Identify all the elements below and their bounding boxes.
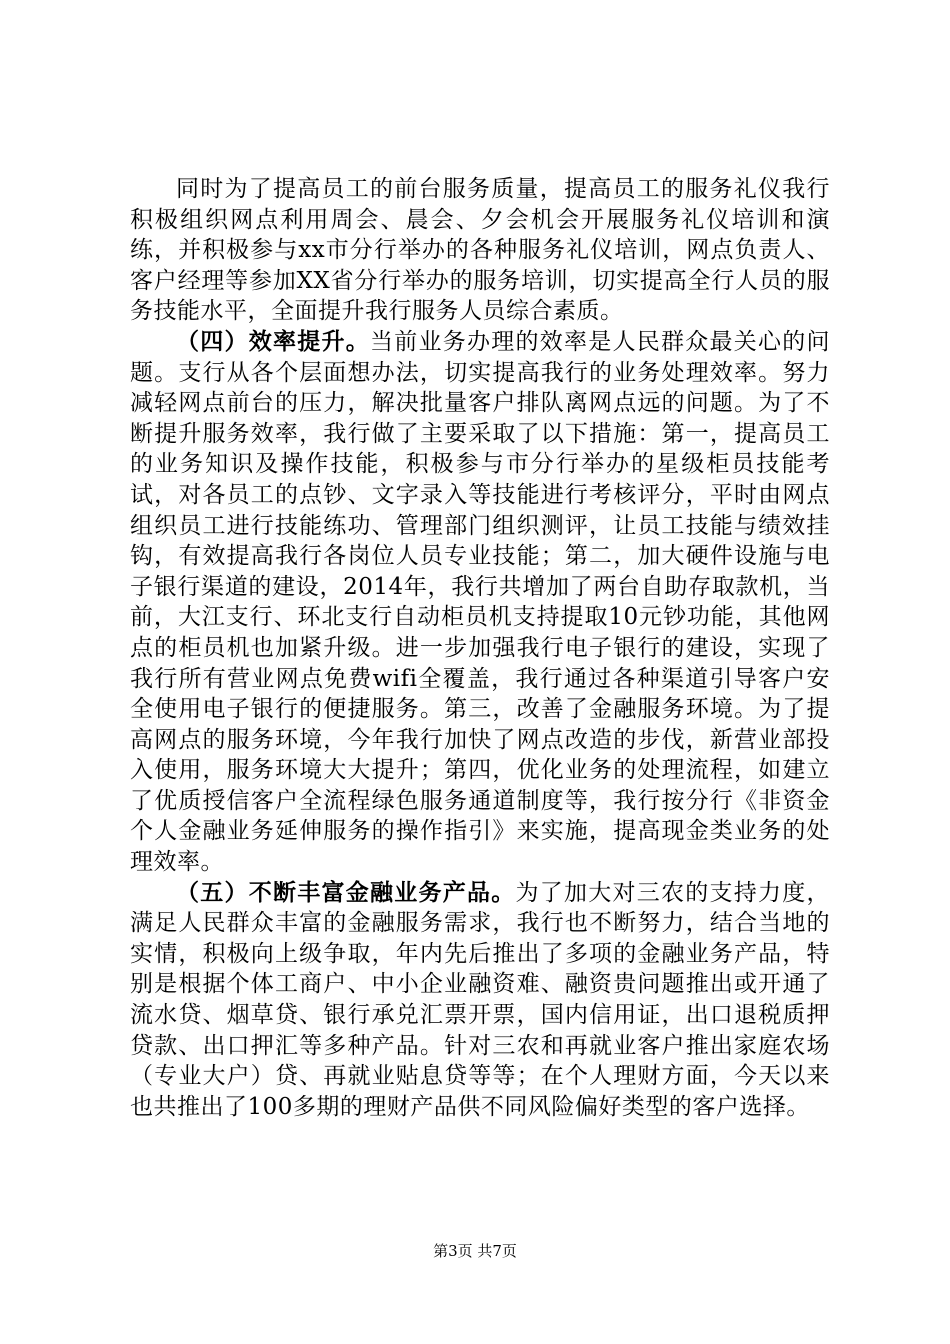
section-heading-efficiency: （四）效率提升。 xyxy=(176,328,370,355)
paragraph-text: 为了加大对三农的支持力度，满足人民群众丰富的金融服务需求，我行也不断努力，结合当地的实情，积极向上级争取，年内先后推出了多项的金融业务产品，特别是根据个体工商户、中小企业融资难、融资贵问题推出或开通了流水贷、烟草贷、银行承兑汇票开票，国内信用证，出口退税质押贷款、出口押汇等多种产品。针对三农和再就业客户推出家庭农场（专业大户）贷、再就业贴息贷等等；在个人理财方面，今天以来也共推出了100多期的理财产品供不同风险偏好类型的客户选择。 xyxy=(130,879,830,1120)
section-heading-products: （五）不断丰富金融业务产品。 xyxy=(176,879,516,906)
paragraph-service-etiquette xyxy=(130,174,830,327)
paragraph-text: 同时为了提高员工的前台服务质量，提高员工的服务礼仪我行积极组织网点利用周会、晨会、夕会机会开展服务礼仪培训和演练，并积极参与xx市分行举办的各种服务礼仪培训，网点负责人、客户经理等参加XX省分行举办的服务培训，切实提高全行人员的服务技能水平，全面提升我行服务人员综合素质。 xyxy=(130,176,830,325)
document-body xyxy=(130,174,830,1122)
page-number-footer: 第3页 共7页 xyxy=(433,1242,517,1260)
paragraph-products xyxy=(130,878,830,1123)
paragraph-efficiency xyxy=(130,327,830,878)
paragraph-text: 当前业务办理的效率是人民群众最关心的问题。支行从各个层面想办法，切实提高我行的业务处理效率。努力减轻网点前台的压力，解决批量客户排队离网点远的问题。为了不断提升服务效率，我行做了主要采取了以下措施：第一，提高员工的业务知识及操作技能，积极参与市分行举办的星级柜员技能考试，对各员工的点钞、文字录入等技能进行考核评分，平时由网点组织员工进行技能练功、管理部门组织测评，让员工技能与绩效挂钩，有效提高我行各岗位人员专业技能；第二，加大硬件设施与电子银行渠道的建设，2014年，我行共增加了两台自助存取款机，当前，大江支行、环北支行自动柜员机支持提取10元钞功能，其他网点的柜员机也加紧升级。进一步加强我行电子银行的建设，实现了我行所有营业网点免费wifi全覆盖，我行通过各种渠道引导客户安全使用电子银行的便捷服务。第三，改善了金融服务环境。为了提高网点的服务环境，今年我行加快了网点改造的步伐，新营业部投入使用，服务环境大大提升；第四，优化业务的处理流程，如建立了优质授信客户全流程绿色服务通道制度等，我行按分行《非资金个人金融业务延伸服务的操作指引》来实施，提高现金类业务的处理效率。 xyxy=(130,328,830,876)
